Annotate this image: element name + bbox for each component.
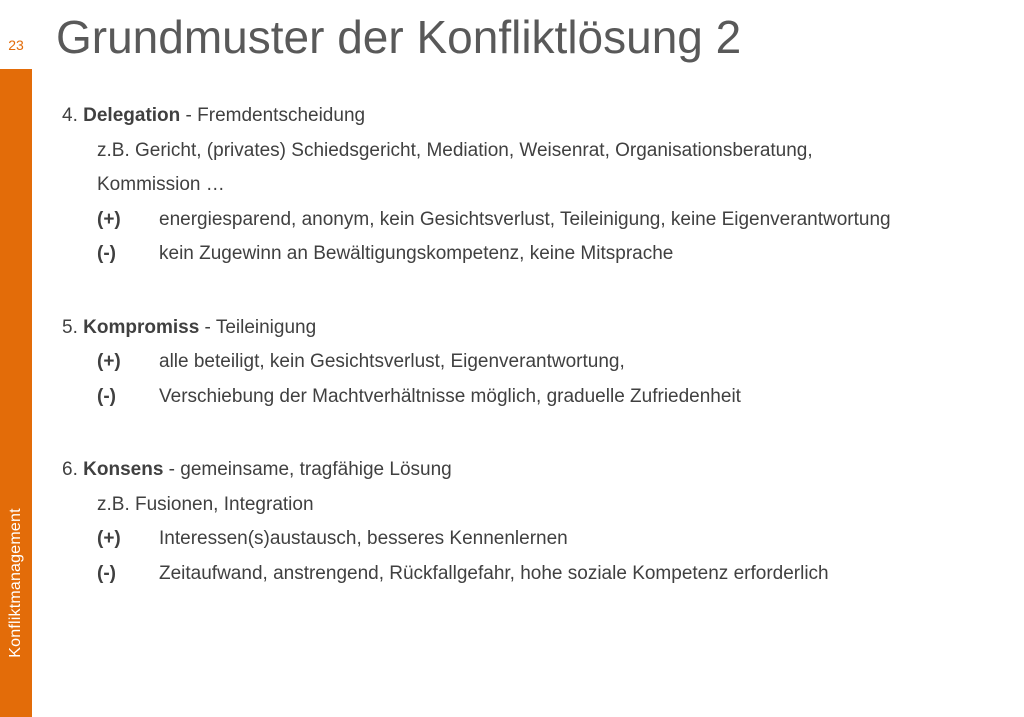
section-keyword: Konsens: [83, 459, 164, 480]
example-line: Kommission …: [97, 174, 225, 195]
sidebar-label: Konfliktmanagement: [7, 508, 24, 658]
section-keyword: Kompromiss: [83, 316, 200, 338]
section-number: 6.: [62, 459, 78, 480]
section-keyword: Delegation: [83, 105, 181, 126]
slide-number: 23: [8, 37, 24, 53]
pro-line: [62, 522, 1012, 557]
section-description: - gemeinsame, tragfähige Lösung: [163, 459, 452, 480]
slide-title: Grundmuster der Konfliktlösung 2: [56, 11, 742, 63]
con-line: [62, 380, 1012, 415]
sidebar: [0, 0, 32, 717]
con-mark: (-): [97, 243, 116, 264]
example-line: z.B. Fusionen, Integration: [97, 493, 314, 515]
pro-mark: (+): [97, 208, 121, 230]
slide-content: [62, 99, 1012, 591]
pro-line: [62, 345, 1012, 380]
section-description: - Teileinigung: [199, 316, 317, 338]
section-number: 5.: [62, 316, 78, 338]
con-text: Verschiebung der Machtverhältnisse möglich, graduelle Zufriedenheit: [159, 385, 741, 407]
section-konsens: [62, 453, 1012, 591]
section-kompromiss: [62, 311, 1012, 415]
con-text: Zeitaufwand, anstrengend, Rückfallgefahr, hohe soziale Kompetenz erforderlich: [159, 562, 829, 584]
example-line: z.B. Gericht, (privates) Schiedsgericht, Mediation, Weisenrat, Organisationsberatung,: [97, 139, 813, 161]
section-spacer: [62, 272, 1012, 311]
pro-mark: (+): [97, 351, 121, 372]
section-heading: [62, 99, 1012, 134]
pro-text: energiesparend, anonym, kein Gesichtsverlust, Teileinigung, keine Eigenverantwortung: [159, 208, 891, 230]
con-line: [62, 557, 1012, 592]
con-mark: (-): [97, 562, 116, 584]
section-spacer: [62, 414, 1012, 453]
con-mark: (-): [97, 385, 116, 407]
pro-text: Interessen(s)austausch, besseres Kennenlernen: [159, 528, 568, 549]
section-number: 4.: [62, 105, 78, 126]
pro-line: [62, 203, 1012, 238]
con-text: kein Zugewinn an Bewältigungskompetenz, keine Mitsprache: [159, 243, 674, 264]
con-line: [62, 237, 1012, 272]
section-delegation: [62, 99, 1012, 272]
pro-text: alle beteiligt, kein Gesichtsverlust, Eigenverantwortung,: [159, 351, 625, 372]
pro-mark: (+): [97, 528, 121, 549]
section-description: - Fremdentscheidung: [180, 105, 366, 126]
section-heading: [62, 453, 1012, 488]
section-heading: [62, 311, 1012, 346]
